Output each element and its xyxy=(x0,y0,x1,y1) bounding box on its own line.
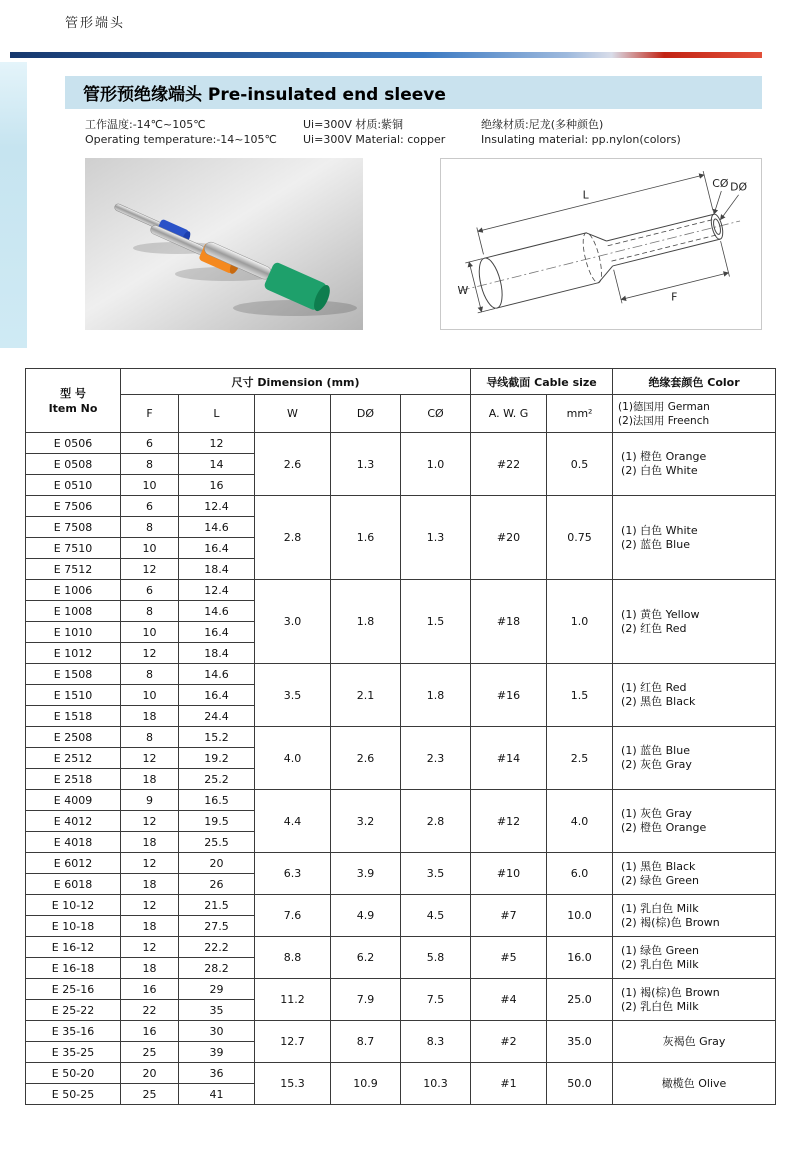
cell-item-no: E 0506 xyxy=(26,433,121,454)
cell-d: 10.9 xyxy=(331,1063,401,1105)
cell-color xyxy=(613,853,776,895)
cell-w: 12.7 xyxy=(255,1021,331,1063)
cell-f: 12 xyxy=(121,937,179,958)
cell-w: 6.3 xyxy=(255,853,331,895)
cell-l: 16.4 xyxy=(179,685,255,706)
cell-l: 22.2 xyxy=(179,937,255,958)
cell-mm2: 50.0 xyxy=(547,1063,613,1105)
header-mm2: mm² xyxy=(547,395,613,433)
cell-c: 7.5 xyxy=(401,979,471,1021)
cell-color xyxy=(613,895,776,937)
cell-l: 21.5 xyxy=(179,895,255,916)
cell-l: 15.2 xyxy=(179,727,255,748)
table-header-row-sub xyxy=(26,395,776,433)
cell-l: 14.6 xyxy=(179,517,255,538)
cell-awg: #2 xyxy=(471,1021,547,1063)
cell-l: 26 xyxy=(179,874,255,895)
cell-f: 6 xyxy=(121,496,179,517)
header-w: W xyxy=(255,395,331,433)
header-cable-size: 导线截面 Cable size xyxy=(471,369,613,395)
dim-label-f: F xyxy=(671,290,678,304)
cell-d: 6.2 xyxy=(331,937,401,979)
cell-item-no: E 1008 xyxy=(26,601,121,622)
cell-l: 27.5 xyxy=(179,916,255,937)
cell-l: 39 xyxy=(179,1042,255,1063)
spec-temperature-en: Operating temperature:-14~105℃ xyxy=(85,133,277,146)
cell-f: 10 xyxy=(121,538,179,559)
cell-w: 15.3 xyxy=(255,1063,331,1105)
cell-f: 18 xyxy=(121,958,179,979)
cell-mm2: 6.0 xyxy=(547,853,613,895)
cell-c: 2.8 xyxy=(401,790,471,853)
color-line: (1) 灰色 Gray xyxy=(621,807,692,820)
cell-d: 4.9 xyxy=(331,895,401,937)
cell-f: 8 xyxy=(121,664,179,685)
page-section-title: 管形端头 xyxy=(65,16,126,31)
color-line: (2) 灰色 Gray xyxy=(621,758,692,771)
cell-w: 3.0 xyxy=(255,580,331,664)
cell-f: 10 xyxy=(121,685,179,706)
cell-item-no: E 50-20 xyxy=(26,1063,121,1084)
color-line: (2) 红色 Red xyxy=(621,621,687,635)
cell-f: 25 xyxy=(121,1042,179,1063)
cell-d: 7.9 xyxy=(331,979,401,1021)
color-line: (1) 橙色 Orange xyxy=(621,450,707,463)
spec-table-body xyxy=(26,433,776,1105)
color-line: (1) 蓝色 Blue xyxy=(621,744,690,757)
spec-insulation-zh: 绝缘材质:尼龙(多种颜色) xyxy=(481,118,604,131)
cell-color xyxy=(613,1021,776,1063)
dim-label-w: W xyxy=(457,284,469,298)
cell-f: 6 xyxy=(121,580,179,601)
cell-item-no: E 1006 xyxy=(26,580,121,601)
cell-item-no: E 10-12 xyxy=(26,895,121,916)
cell-item-no: E 16-12 xyxy=(26,937,121,958)
cell-c: 1.8 xyxy=(401,664,471,727)
cell-awg: #10 xyxy=(471,853,547,895)
cell-f: 9 xyxy=(121,790,179,811)
cell-c: 1.5 xyxy=(401,580,471,664)
cell-item-no: E 25-16 xyxy=(26,979,121,1000)
cell-w: 2.6 xyxy=(255,433,331,496)
table-row xyxy=(26,664,776,685)
cell-l: 19.5 xyxy=(179,811,255,832)
color-line: 灰褐色 Gray xyxy=(662,1034,726,1048)
color-line: (2) 绿色 Green xyxy=(621,873,699,887)
cell-f: 12 xyxy=(121,748,179,769)
cell-item-no: E 1010 xyxy=(26,622,121,643)
color-line: (2) 乳白色 Milk xyxy=(621,957,699,971)
cell-w: 2.8 xyxy=(255,496,331,580)
table-row xyxy=(26,433,776,454)
cell-item-no: E 4009 xyxy=(26,790,121,811)
cell-mm2: 16.0 xyxy=(547,937,613,979)
color-line: (1) 黄色 Yellow xyxy=(621,607,700,621)
cell-f: 6 xyxy=(121,433,179,454)
cell-l: 18.4 xyxy=(179,643,255,664)
cell-color xyxy=(613,496,776,580)
table-row xyxy=(26,580,776,601)
cell-d: 1.6 xyxy=(331,496,401,580)
header-item-no-zh: 型 号 xyxy=(60,386,86,400)
product-title-band xyxy=(65,76,762,109)
cell-l: 28.2 xyxy=(179,958,255,979)
cell-c: 10.3 xyxy=(401,1063,471,1105)
table-row xyxy=(26,1063,776,1084)
cell-item-no: E 10-18 xyxy=(26,916,121,937)
header-color-note-german: (1)德国用 German xyxy=(618,400,710,413)
table-row xyxy=(26,1021,776,1042)
color-line: (1) 白色 White xyxy=(621,523,698,537)
cell-mm2: 0.75 xyxy=(547,496,613,580)
header-gradient-rule xyxy=(10,52,762,58)
cell-l: 25.2 xyxy=(179,769,255,790)
cell-l: 20 xyxy=(179,853,255,874)
cell-f: 8 xyxy=(121,601,179,622)
spec-material-en: Ui=300V Material: copper xyxy=(303,133,446,146)
cell-item-no: E 16-18 xyxy=(26,958,121,979)
cell-mm2: 1.5 xyxy=(547,664,613,727)
spec-col-material xyxy=(303,117,481,147)
cell-color xyxy=(613,580,776,664)
cell-awg: #7 xyxy=(471,895,547,937)
cell-item-no: E 2518 xyxy=(26,769,121,790)
cell-awg: #18 xyxy=(471,580,547,664)
header-c: CØ xyxy=(401,395,471,433)
color-line: (1) 黑色 Black xyxy=(621,859,696,873)
cell-color xyxy=(613,727,776,790)
cell-item-no: E 1012 xyxy=(26,643,121,664)
cell-w: 7.6 xyxy=(255,895,331,937)
table-row xyxy=(26,727,776,748)
table-header-row-groups xyxy=(26,369,776,395)
cell-item-no: E 6012 xyxy=(26,853,121,874)
cell-item-no: E 0508 xyxy=(26,454,121,475)
header-color: 绝缘套颜色 Color xyxy=(613,369,776,395)
cell-awg: #5 xyxy=(471,937,547,979)
cell-f: 8 xyxy=(121,454,179,475)
color-line: 橄榄色 Olive xyxy=(661,1076,727,1090)
cell-f: 25 xyxy=(121,1084,179,1105)
cell-f: 18 xyxy=(121,874,179,895)
spec-col-temperature xyxy=(85,117,303,147)
cell-f: 12 xyxy=(121,559,179,580)
cell-l: 24.4 xyxy=(179,706,255,727)
cell-item-no: E 4012 xyxy=(26,811,121,832)
cell-mm2: 2.5 xyxy=(547,727,613,790)
header-color-note xyxy=(613,395,776,433)
cell-f: 12 xyxy=(121,643,179,664)
cell-d: 1.3 xyxy=(331,433,401,496)
header-f: F xyxy=(121,395,179,433)
header-l: L xyxy=(179,395,255,433)
cell-l: 16.4 xyxy=(179,622,255,643)
cell-color xyxy=(613,937,776,979)
cell-color xyxy=(613,433,776,496)
cell-f: 16 xyxy=(121,979,179,1000)
cell-item-no: E 1508 xyxy=(26,664,121,685)
cell-l: 16 xyxy=(179,475,255,496)
cell-l: 16.5 xyxy=(179,790,255,811)
cell-l: 25.5 xyxy=(179,832,255,853)
cell-w: 4.4 xyxy=(255,790,331,853)
cell-c: 1.0 xyxy=(401,433,471,496)
cell-l: 41 xyxy=(179,1084,255,1105)
spec-block xyxy=(85,117,681,147)
cell-d: 2.6 xyxy=(331,727,401,790)
color-line: (1) 乳白色 Milk xyxy=(621,901,699,915)
spec-table xyxy=(25,368,776,1105)
cell-mm2: 0.5 xyxy=(547,433,613,496)
table-row xyxy=(26,895,776,916)
cell-l: 35 xyxy=(179,1000,255,1021)
cell-color xyxy=(613,664,776,727)
dim-label-c: CØ xyxy=(712,177,729,191)
cell-awg: #16 xyxy=(471,664,547,727)
color-line: (2) 蓝色 Blue xyxy=(621,537,690,551)
cell-w: 4.0 xyxy=(255,727,331,790)
cell-d: 3.9 xyxy=(331,853,401,895)
cell-mm2: 35.0 xyxy=(547,1021,613,1063)
cell-mm2: 10.0 xyxy=(547,895,613,937)
cell-d: 3.2 xyxy=(331,790,401,853)
cell-f: 10 xyxy=(121,622,179,643)
cell-l: 12.4 xyxy=(179,496,255,517)
spec-material-zh: Ui=300V 材质:紫铜 xyxy=(303,118,404,131)
cell-f: 18 xyxy=(121,769,179,790)
cell-mm2: 1.0 xyxy=(547,580,613,664)
cell-l: 16.4 xyxy=(179,538,255,559)
cell-l: 18.4 xyxy=(179,559,255,580)
cell-c: 4.5 xyxy=(401,895,471,937)
cell-d: 2.1 xyxy=(331,664,401,727)
cell-item-no: E 35-16 xyxy=(26,1021,121,1042)
cell-color xyxy=(613,1063,776,1105)
cell-f: 8 xyxy=(121,727,179,748)
cell-color xyxy=(613,979,776,1021)
color-line: (2) 白色 White xyxy=(621,464,698,477)
cell-f: 8 xyxy=(121,517,179,538)
dim-label-l: L xyxy=(582,188,589,202)
cell-f: 12 xyxy=(121,895,179,916)
header-item-no xyxy=(26,369,121,433)
color-line: (2) 橙色 Orange xyxy=(621,821,707,834)
cell-item-no: E 1518 xyxy=(26,706,121,727)
cell-item-no: E 4018 xyxy=(26,832,121,853)
cell-item-no: E 2508 xyxy=(26,727,121,748)
color-line: (2) 乳白色 Milk xyxy=(621,999,699,1013)
cell-c: 2.3 xyxy=(401,727,471,790)
cell-item-no: E 2512 xyxy=(26,748,121,769)
cell-l: 14.6 xyxy=(179,601,255,622)
cell-item-no: E 6018 xyxy=(26,874,121,895)
cell-l: 19.2 xyxy=(179,748,255,769)
cell-c: 8.3 xyxy=(401,1021,471,1063)
cell-w: 11.2 xyxy=(255,979,331,1021)
left-accent-strip xyxy=(0,62,27,348)
header-color-note-french: (2)法国用 Freench xyxy=(618,414,710,427)
table-row xyxy=(26,496,776,517)
cell-c: 3.5 xyxy=(401,853,471,895)
cell-f: 12 xyxy=(121,811,179,832)
table-row xyxy=(26,937,776,958)
cell-awg: #20 xyxy=(471,496,547,580)
product-photo xyxy=(85,158,363,330)
cell-f: 18 xyxy=(121,832,179,853)
cell-item-no: E 1510 xyxy=(26,685,121,706)
cell-awg: #4 xyxy=(471,979,547,1021)
cell-l: 36 xyxy=(179,1063,255,1084)
cell-d: 1.8 xyxy=(331,580,401,664)
cell-l: 14.6 xyxy=(179,664,255,685)
cell-awg: #12 xyxy=(471,790,547,853)
cell-mm2: 25.0 xyxy=(547,979,613,1021)
cell-item-no: E 50-25 xyxy=(26,1084,121,1105)
cell-awg: #1 xyxy=(471,1063,547,1105)
cell-awg: #22 xyxy=(471,433,547,496)
color-line: (1) 红色 Red xyxy=(621,681,687,694)
table-row xyxy=(26,979,776,1000)
cell-f: 16 xyxy=(121,1021,179,1042)
cell-l: 30 xyxy=(179,1021,255,1042)
cell-c: 1.3 xyxy=(401,496,471,580)
cell-l: 12.4 xyxy=(179,580,255,601)
header-item-no-en: Item No xyxy=(48,401,98,415)
table-row xyxy=(26,790,776,811)
cell-l: 29 xyxy=(179,979,255,1000)
cell-l: 14 xyxy=(179,454,255,475)
spec-table-wrap xyxy=(25,368,776,1105)
cell-f: 12 xyxy=(121,853,179,874)
header-dimension: 尺寸 Dimension (mm) xyxy=(121,369,471,395)
cell-w: 3.5 xyxy=(255,664,331,727)
color-line: (2) 褐(棕)色 Brown xyxy=(621,915,720,929)
cell-f: 18 xyxy=(121,916,179,937)
cell-item-no: E 7512 xyxy=(26,559,121,580)
cell-w: 8.8 xyxy=(255,937,331,979)
cell-item-no: E 7510 xyxy=(26,538,121,559)
product-photo-image xyxy=(85,158,363,330)
cell-f: 22 xyxy=(121,1000,179,1021)
dimension-diagram-image xyxy=(441,159,761,329)
dim-label-d: DØ xyxy=(730,180,748,194)
cell-item-no: E 7506 xyxy=(26,496,121,517)
spec-temperature-zh: 工作温度:-14℃~105℃ xyxy=(85,118,206,131)
cell-l: 12 xyxy=(179,433,255,454)
cell-f: 10 xyxy=(121,475,179,496)
spec-insulation-en: Insulating material: pp.nylon(colors) xyxy=(481,133,681,146)
cell-item-no: E 35-25 xyxy=(26,1042,121,1063)
cell-d: 8.7 xyxy=(331,1021,401,1063)
cell-color xyxy=(613,790,776,853)
cell-item-no: E 7508 xyxy=(26,517,121,538)
cell-c: 5.8 xyxy=(401,937,471,979)
dimension-diagram xyxy=(440,158,762,330)
cell-f: 18 xyxy=(121,706,179,727)
cell-item-no: E 25-22 xyxy=(26,1000,121,1021)
spec-col-insulation xyxy=(481,117,681,147)
cell-awg: #14 xyxy=(471,727,547,790)
cell-mm2: 4.0 xyxy=(547,790,613,853)
color-line: (2) 黑色 Black xyxy=(621,695,696,708)
cell-item-no: E 0510 xyxy=(26,475,121,496)
color-line: (1) 绿色 Green xyxy=(621,943,699,957)
cell-f: 20 xyxy=(121,1063,179,1084)
product-title: 管形预绝缘端头 Pre-insulated end sleeve xyxy=(83,85,446,105)
header-d: DØ xyxy=(331,395,401,433)
color-line: (1) 褐(棕)色 Brown xyxy=(621,985,720,999)
header-awg: A. W. G xyxy=(471,395,547,433)
table-row xyxy=(26,853,776,874)
